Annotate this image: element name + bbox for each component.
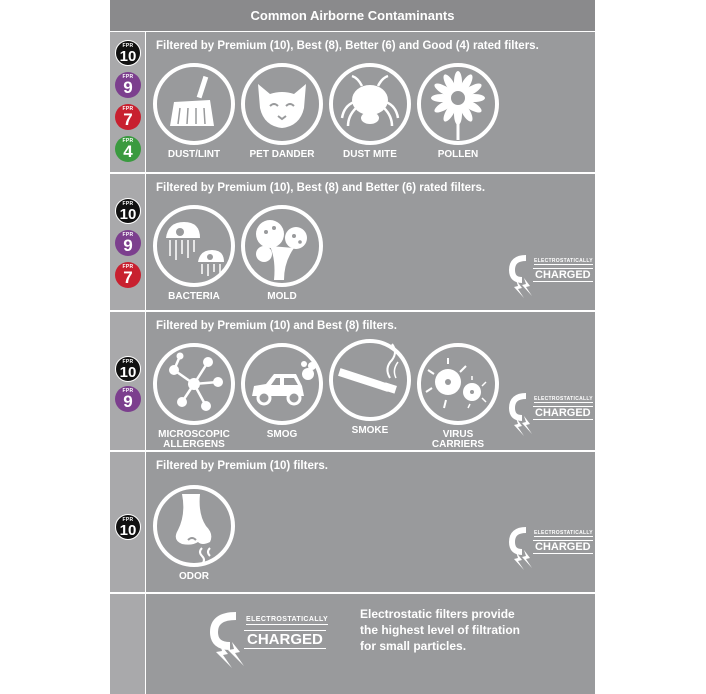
label-line: ALLERGENS: [163, 439, 225, 450]
section-panel: [146, 32, 595, 172]
section-panel: [146, 312, 595, 450]
rating-badge-10: [115, 356, 141, 382]
footer-panel: [146, 594, 595, 694]
contaminant-label: DUST MITE: [343, 149, 397, 160]
badge-big-text: CHARGED: [535, 407, 591, 419]
electrostatic-badge: [506, 524, 598, 574]
chart-title: Common Airborne Contaminants: [110, 0, 595, 31]
badge-small-text: ELECTROSTATICALLY: [246, 616, 329, 623]
footer-section: [110, 594, 595, 694]
contaminant-bacteria: [150, 204, 238, 302]
rating-column: [110, 32, 145, 172]
rating-number: 10: [119, 522, 137, 539]
contaminant-smog: [238, 342, 326, 440]
rating-column: [110, 312, 145, 450]
nose-icon: [152, 484, 236, 568]
section-best: [110, 312, 595, 450]
rating-badge-4: [115, 136, 141, 162]
contaminants-chart: [110, 0, 595, 694]
contaminant-label: ODOR: [179, 571, 209, 582]
flower-icon: [416, 62, 500, 146]
contaminant-label: MOLD: [267, 291, 297, 302]
rating-prefix: FPR: [122, 201, 134, 207]
contaminant-label: SMOG: [266, 429, 298, 440]
section-panel: [146, 452, 595, 592]
badge-small-text: ELECTROSTATICALLY: [534, 396, 593, 402]
contaminant-label: DUST/LINT: [167, 149, 221, 160]
rating-badge-10: [115, 514, 141, 540]
rating-number: 4: [123, 142, 133, 161]
section-heading: Filtered by Premium (10), Best (8), Better (6) and Good (4) rated filters.: [156, 40, 539, 52]
contaminant-label: PET DANDER: [249, 149, 315, 160]
footer-line: the highest level of filtration: [360, 623, 521, 637]
rating-prefix: FPR: [122, 74, 134, 80]
section-premium: [110, 452, 595, 592]
magnet-lightning-icon: [506, 390, 536, 440]
rating-number: 7: [123, 268, 133, 287]
rating-prefix: FPR: [122, 264, 134, 270]
magnet-lightning-icon: [506, 524, 536, 574]
label-line: MICROSCOPIC: [158, 429, 230, 440]
rating-number: 7: [123, 110, 133, 129]
badge-big-text: CHARGED: [535, 269, 591, 281]
cigarette-icon: [328, 338, 412, 422]
rating-prefix: FPR: [122, 517, 134, 523]
magnet-lightning-icon: [506, 252, 536, 302]
rating-prefix: FPR: [122, 388, 134, 394]
section-heading: Filtered by Premium (10) and Best (8) filters.: [156, 320, 397, 332]
molecule-icon: [152, 342, 236, 426]
bacteria-icon: [152, 204, 236, 288]
rating-badge-9: [115, 72, 141, 98]
cat-icon: [240, 62, 324, 146]
contaminant-pet-dander: [238, 62, 326, 160]
label-line: VIRUS: [442, 429, 474, 440]
rating-number: 9: [123, 78, 133, 97]
footer-description: [360, 606, 520, 654]
section-heading: Filtered by Premium (10), Best (8) and Better (6) rated filters.: [156, 182, 486, 194]
electrostatic-badge: [506, 390, 598, 440]
contaminant-dust-lint: [150, 62, 238, 160]
rating-column: [110, 174, 145, 310]
virus-icon: [416, 342, 500, 426]
rating-prefix: FPR: [122, 138, 134, 144]
rating-number: 10: [119, 364, 137, 381]
contaminant-dust-mite: [326, 62, 414, 160]
rating-badge-10: [115, 40, 141, 66]
contaminant-mold: [238, 204, 326, 302]
dustpan-icon: [152, 62, 236, 146]
dust-mite-icon: [328, 62, 412, 146]
contaminant-smoke: [326, 338, 414, 436]
rating-badge-9: [115, 230, 141, 256]
rating-number: 9: [123, 392, 133, 411]
electrostatic-badge-large: [206, 608, 336, 670]
contaminant-label: [414, 430, 502, 450]
contaminant-label: [150, 430, 238, 450]
label-line: CARRIERS: [431, 439, 485, 450]
rating-number: 9: [123, 236, 133, 255]
section-good: [110, 32, 595, 172]
contaminant-label: BACTERIA: [168, 291, 220, 302]
rating-prefix: FPR: [122, 359, 134, 365]
rating-prefix: FPR: [122, 232, 134, 238]
electrostatic-badge: [506, 252, 598, 302]
rating-badge-7: [115, 262, 141, 288]
rating-prefix: FPR: [122, 43, 134, 49]
badge-small-text: ELECTROSTATICALLY: [534, 258, 593, 264]
rating-number: 10: [119, 48, 137, 65]
section-heading: Filtered by Premium (10) filters.: [156, 460, 328, 472]
contaminant-odor: [150, 484, 238, 582]
rating-badge-9: [115, 386, 141, 412]
rating-badge-7: [115, 104, 141, 130]
badge-big-text: CHARGED: [535, 541, 591, 553]
contaminant-label: POLLEN: [437, 149, 479, 160]
rating-number: 10: [119, 206, 137, 223]
section-panel: [146, 174, 595, 310]
contaminant-pollen: [414, 62, 502, 160]
badge-big-text: CHARGED: [244, 630, 326, 649]
badge-small-text: ELECTROSTATICALLY: [534, 530, 593, 536]
rating-badge-10: [115, 198, 141, 224]
mold-icon: [240, 204, 324, 288]
section-better: [110, 174, 595, 310]
contaminant-microscopic-allergens: [150, 342, 238, 450]
car-smog-icon: [240, 342, 324, 426]
footer-line: Electrostatic filters provide: [360, 607, 515, 621]
contaminant-label: SMOKE: [351, 425, 389, 436]
contaminant-virus-carriers: [414, 342, 502, 450]
rating-column: [110, 452, 145, 592]
rating-column: [110, 594, 145, 694]
footer-line: for small particles.: [360, 639, 467, 653]
rating-prefix: FPR: [122, 106, 134, 112]
